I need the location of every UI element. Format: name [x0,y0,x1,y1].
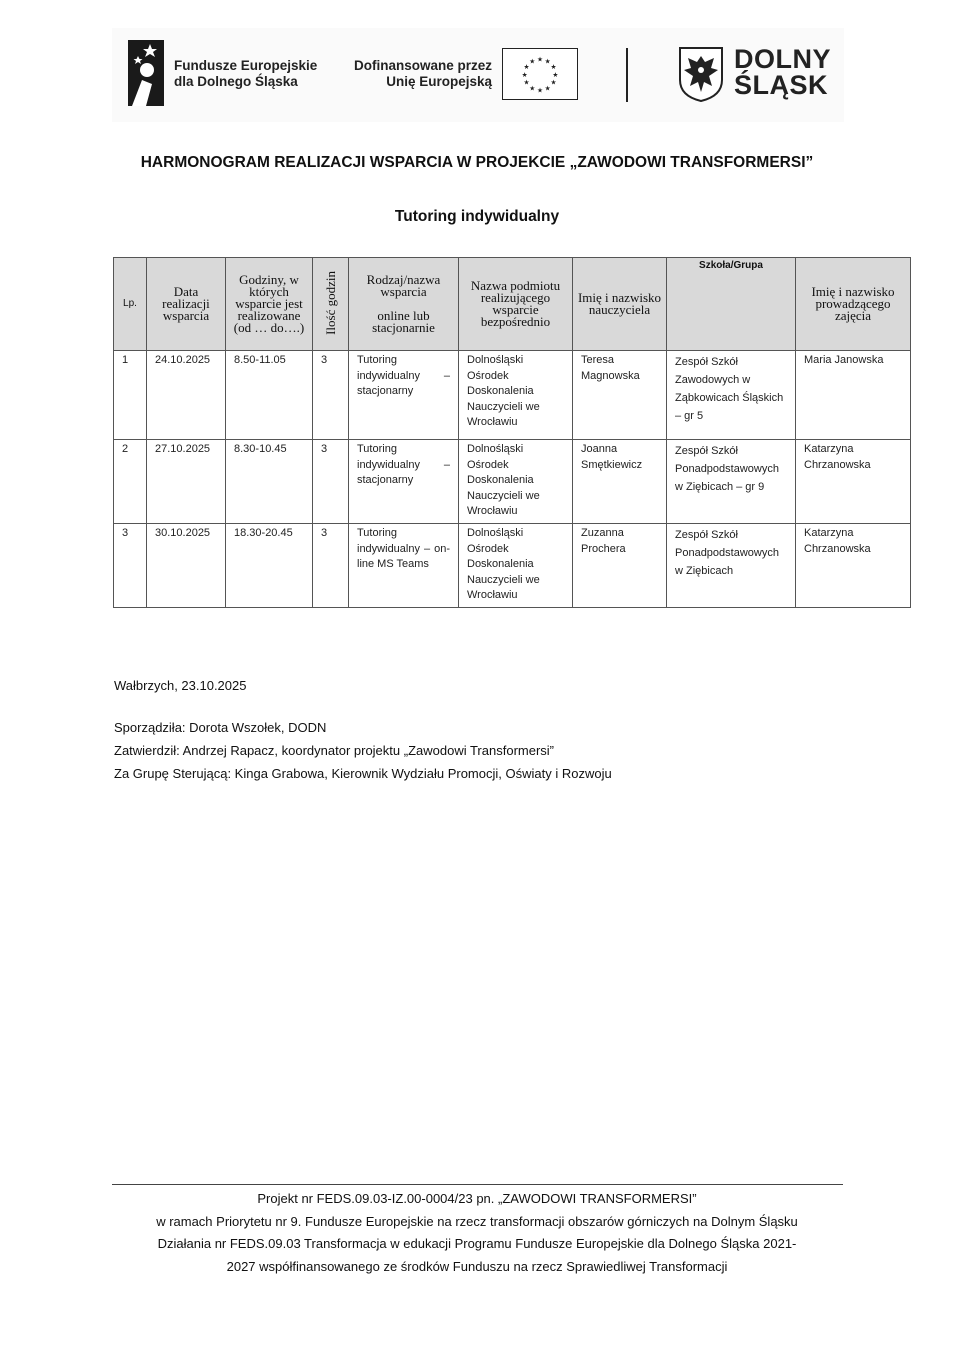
header-ilosc-label: Ilość godzin [323,271,338,335]
table-row [114,351,911,440]
header-data: Data realizacji wsparcia [147,258,226,351]
header-rodzaj [349,258,459,351]
svg-text:★: ★ [521,70,528,79]
document-subtitle: Tutoring indywidualny [394,208,560,225]
cell-prowadzacy: Katarzyna Chrzanowska [796,440,911,524]
schedule-table [113,257,911,608]
document-title: HARMONOGRAM REALIZACJI WSPARCIA W PROJEKCIE „ZAWODOWI TRANSFORMERSI” [140,154,814,171]
cell-godziny: 8.50-11.05 [226,351,313,440]
cell-nauczyciel: Zuzanna Prochera [573,523,667,607]
cell-ilosc: 3 [313,440,349,524]
footer-line: Projekt nr FEDS.09.03-IZ.00-0004/23 pn. „ZAWODOWI TRANSFORMERSI” [257,1191,697,1206]
svg-text:★: ★ [536,55,544,64]
footer-line: Działania nr FEDS.09.03 Transformacja w edukacji Programu Fundusze Europejskie dla Dolnego Śląska 2021- [157,1236,797,1251]
signature-approved-by: Zatwierdził: Andrzej Rapacz, koordynator projektu „Zawodowi Transformersi” [114,743,555,758]
footer-line: 2027 współfinansowanego ze środków Funduszu na rzecz Sprawiedliwej Transformacji [226,1258,728,1274]
cell-szkola: Zespół Szkół Ponadpodstawowych w Ziębicach – gr 9 [667,440,796,524]
table-row [114,440,911,524]
signature-steering-group: Za Grupę Sterującą: Kinga Grabowa, Kierownik Wydziału Promocji, Oświaty i Rozwoju [114,766,612,781]
cell-ilosc: 3 [313,523,349,607]
cell-data: 24.10.2025 [147,351,226,440]
signature-prepared-by: Sporządziła: Dorota Wszołek, DODN [114,720,327,735]
cell-data: 30.10.2025 [147,523,226,607]
cell-szkola: Zespół Szkół Ponadpodstawowych w Ziębicach [667,523,796,607]
header-godziny: Godziny, w których wsparcie jest realizowane (od … do….) [226,258,313,351]
signature-block [114,716,612,785]
fundusze-europejskie-logo-icon [128,40,164,106]
svg-text:★: ★ [529,84,536,93]
svg-text:★: ★ [550,63,557,72]
place-and-date: Wałbrzych, 23.10.2025 [114,678,247,693]
header-rodzaj-line2: online lub stacjonarnie [372,308,435,335]
eagle-crest-icon [678,46,724,102]
cell-rodzaj: Tutoring indywidualny – stacjonarny [349,440,459,524]
cell-nauczyciel: Teresa Magnowska [573,351,667,440]
fe-logo-line1: Fundusze Europejskie [174,58,318,73]
cell-lp: 1 [114,351,147,440]
region-logo-line2: ŚLĄSK [734,70,829,100]
cell-szkola: Zespół Szkół Zawodowych w Ząbkowicach Śląskich – gr 5 [667,351,796,440]
svg-text:★: ★ [544,84,551,93]
cell-nauczyciel: Joanna Smętkiewicz [573,440,667,524]
footer-line: w ramach Priorytetu nr 9. Fundusze Europejskie na rzecz transformacji obszarów górniczych na Dolnym Śląsku [156,1213,798,1229]
cell-ilosc: 3 [313,351,349,440]
footer-divider [112,1184,843,1185]
svg-text:★: ★ [544,57,551,66]
header-ilosc [313,258,349,351]
eu-flag-icon [502,48,578,100]
cell-podmiot: Dolnośląski Ośrodek Doskonalenia Nauczycieli we Wrocławiu [459,351,573,440]
cell-godziny: 8.30-10.45 [226,440,313,524]
cell-data: 27.10.2025 [147,440,226,524]
cell-prowadzacy: Katarzyna Chrzanowska [796,523,911,607]
cell-lp: 2 [114,440,147,524]
cofinancing-text [348,58,492,90]
region-logo-line1: DOLNY [734,44,831,74]
header-prowadzacy: Imię i nazwisko prowadzącego zajęcia [796,258,911,351]
header-rodzaj-line1: Rodzaj/nazwa wsparcia [366,272,441,299]
cell-godziny: 18.30-20.45 [226,523,313,607]
logo-bar [112,28,844,122]
cell-lp: 3 [114,523,147,607]
footer [100,1188,854,1278]
cell-podmiot: Dolnośląski Ośrodek Doskonalenia Nauczycieli we Wrocławiu [459,440,573,524]
fe-logo-line2: dla Dolnego Śląska [174,74,298,89]
svg-text:★: ★ [523,63,530,72]
cell-rodzaj: Tutoring indywidualny – stacjonarny [349,351,459,440]
cell-rodzaj: Tutoring indywidualny – on-line MS Teams [349,523,459,607]
cofinancing-line2: Unię Europejską [386,74,492,89]
header-lp: Lp. [114,258,147,351]
dolny-slask-logo-text [734,46,831,98]
svg-text:★: ★ [529,57,536,66]
cell-podmiot: Dolnośląski Ośrodek Doskonalenia Nauczycieli we Wrocławiu [459,523,573,607]
logo-divider [626,48,628,102]
svg-text:★: ★ [552,70,559,79]
header-nauczyciel: Imię i nazwisko nauczyciela [573,258,667,351]
cofinancing-line1: Dofinansowane przez [353,58,492,73]
table-row [114,523,911,607]
svg-text:★: ★ [536,86,544,95]
svg-text:★: ★ [523,78,530,87]
header-podmiot: Nazwa podmiotu realizującego wsparcie bezpośrednio [459,258,573,351]
cell-prowadzacy: Maria Janowska [796,351,911,440]
table-header-row [114,258,911,351]
header-szkola: Szkoła/Grupa [667,258,796,351]
svg-text:★: ★ [550,78,557,87]
fundusze-logo-text [174,58,317,90]
